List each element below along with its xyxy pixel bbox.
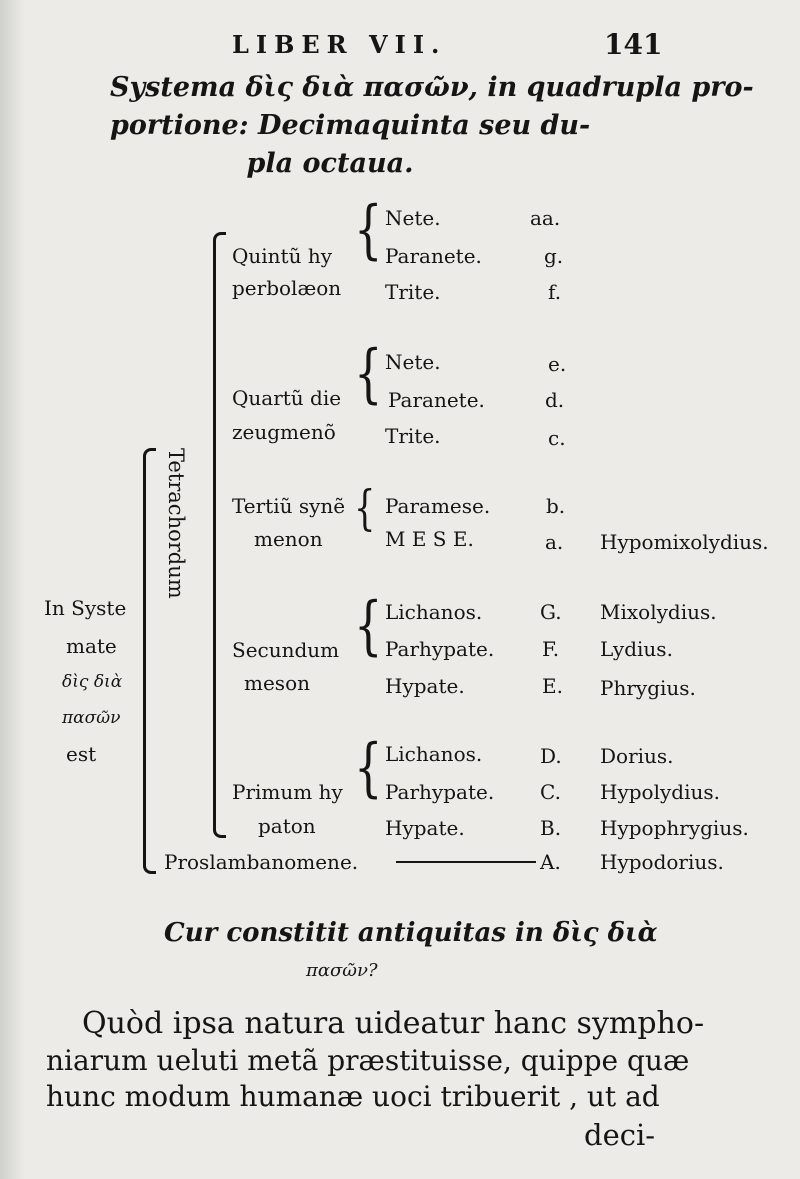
note-label: b. <box>546 494 566 518</box>
note-label: B. <box>540 816 562 840</box>
title-line-2: portione: Decimaquinta seu du- <box>110 110 591 141</box>
note-label: aa. <box>530 206 561 230</box>
mode-label: Hypomixolydius. <box>600 530 769 554</box>
system-label-line-2: mate <box>66 634 117 658</box>
group-name-4b: meson <box>244 671 310 695</box>
mode-label: Mixolydius. <box>600 600 717 624</box>
string-label: Hypate. <box>385 816 465 840</box>
system-brace <box>143 448 156 874</box>
mode-label: Lydius. <box>600 637 673 661</box>
note-label: c. <box>548 426 566 450</box>
group-name-2b: zeugmenõ <box>232 420 336 444</box>
group-name-1a: Quintũ hy <box>232 244 333 268</box>
string-label: Hypate. <box>385 674 465 698</box>
proslambanomene-label: Proslambanomene. <box>164 850 359 874</box>
note-label: g. <box>544 244 564 268</box>
group-brace-3: { <box>354 480 376 536</box>
group-name-4a: Secundum <box>232 638 340 662</box>
group-name-1b: perbolæon <box>232 276 342 300</box>
title-line-1: Systema δὶς διὰ πασῶν, in quadrupla pro- <box>110 72 754 103</box>
group-brace-4: { <box>354 589 383 663</box>
string-label: Lichanos. <box>385 600 483 624</box>
note-label: D. <box>540 744 562 768</box>
note-label: G. <box>540 600 562 624</box>
note-label: e. <box>548 352 567 376</box>
string-label: Trite. <box>385 424 441 448</box>
system-label-line-3: δὶς διὰ <box>62 672 123 692</box>
group-name-3b: menon <box>254 527 323 551</box>
string-label: Parhypate. <box>385 637 495 661</box>
title-line-3: pla octaua. <box>246 148 414 179</box>
proslambanomene-rule <box>396 861 536 863</box>
string-label: Nete. <box>385 350 441 374</box>
string-label: Lichanos. <box>385 742 483 766</box>
running-head: LIBER VII. <box>232 30 447 59</box>
note-label: A. <box>540 850 561 874</box>
system-label-line-1: In Syste <box>44 596 127 620</box>
group-name-5a: Primum hy <box>232 780 343 804</box>
subheading-line-1: Cur constitit antiquitas in δὶς διὰ <box>164 918 658 948</box>
system-label-line-5: est <box>66 742 97 766</box>
string-label: Paranete. <box>385 244 482 268</box>
body-line-3: hunc modum humanæ uoci tribuerit , ut ad <box>46 1080 660 1113</box>
string-label: Nete. <box>385 206 441 230</box>
mode-label: Phrygius. <box>600 676 696 700</box>
group-name-5b: paton <box>258 814 316 838</box>
note-label: f. <box>548 280 562 304</box>
group-brace-5: { <box>354 731 383 805</box>
catchword: deci- <box>584 1118 656 1152</box>
string-label: Paramese. <box>385 494 491 518</box>
group-brace-2: { <box>354 337 383 411</box>
subheading-line-2: πασῶν? <box>306 960 378 981</box>
mode-label: Hypolydius. <box>600 780 720 804</box>
tetrachord-brace <box>213 232 226 838</box>
tetrachordum-label: Tetrachordum <box>164 448 188 599</box>
system-label-line-4: πασῶν <box>62 708 121 728</box>
string-label: Parhypate. <box>385 780 495 804</box>
note-label: a. <box>545 530 564 554</box>
string-label: Trite. <box>385 280 441 304</box>
body-line-2: niarum ueluti metã præstituisse, quippe quæ <box>46 1044 690 1077</box>
group-name-2a: Quartũ die <box>232 386 342 410</box>
note-label: F. <box>542 637 560 661</box>
mode-label: Hypophrygius. <box>600 816 749 840</box>
group-brace-1: { <box>354 193 383 267</box>
group-name-3a: Tertiũ synẽ <box>232 494 346 518</box>
body-line-1: Quòd ipsa natura uideatur hanc sympho- <box>82 1006 705 1041</box>
note-label: d. <box>545 388 565 412</box>
scan-shadow-edge <box>0 0 24 1179</box>
note-label: E. <box>542 674 563 698</box>
mode-label: Hypodorius. <box>600 850 724 874</box>
page-number: 141 <box>604 28 663 61</box>
string-label: M E S E. <box>385 527 474 551</box>
mode-label: Dorius. <box>600 744 674 768</box>
string-label: Paranete. <box>388 388 485 412</box>
note-label: C. <box>540 780 561 804</box>
